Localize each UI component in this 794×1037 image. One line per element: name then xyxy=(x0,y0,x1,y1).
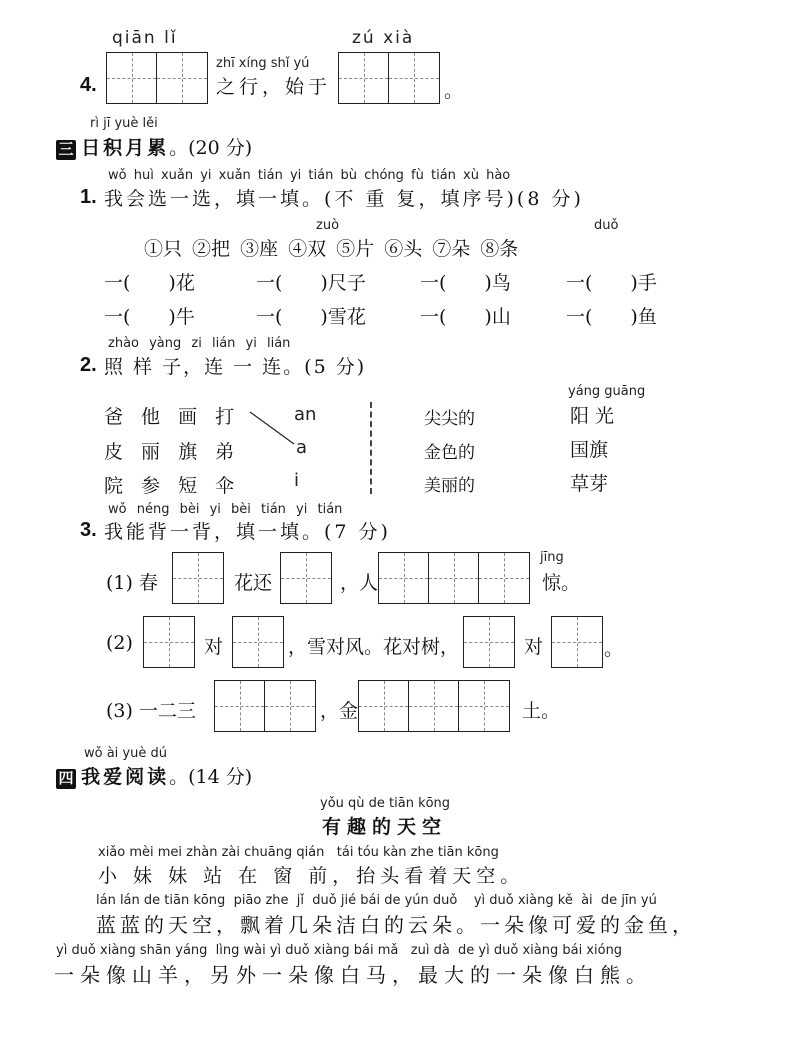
q3-text: 我能背一背，填一填。(7 分) xyxy=(104,521,391,543)
q3-line1-a: (1) 春 xyxy=(106,572,158,594)
q3-grid-3b[interactable] xyxy=(358,680,510,732)
q2-left-row1: 爸 他 画 打 xyxy=(104,406,241,428)
q3-line3-b: ，金 xyxy=(320,700,359,722)
q2-final-i: i xyxy=(294,470,300,491)
q1-row2-item1[interactable]: 一( )牛 xyxy=(104,306,195,328)
q1-text: 我会选一选，填一填。(不 重 复，填序号)(8 分) xyxy=(104,188,584,210)
q3-line1-b: 花还 xyxy=(234,572,273,594)
q3-line3-c: 土。 xyxy=(522,700,561,722)
q3-line2-b: 对 xyxy=(204,636,224,658)
q2-noun2: 国旗 xyxy=(570,439,609,461)
q3-grid-1a[interactable] xyxy=(172,552,224,604)
q3-number: 3. xyxy=(80,519,97,541)
section3-header xyxy=(56,133,252,160)
q2-final-a: a xyxy=(296,437,308,458)
story-line3: 一朵像山羊，另外一朵像白马，最大的一朵像白熊。 xyxy=(54,963,652,987)
story-line1: 小 妹 妹 站 在 窗 前，抬头看着天空。 xyxy=(98,865,525,887)
pinyin-qianli: qiān lǐ xyxy=(112,28,178,48)
q2-noun3: 草芽 xyxy=(570,473,609,495)
q2-adj3: 美丽的 xyxy=(424,476,475,496)
q3-line2-c: ，雪对风。花对树， xyxy=(288,636,460,658)
q2-noun1: 阳 光 xyxy=(570,405,615,427)
q3-grid-1b[interactable] xyxy=(280,552,332,604)
pinyin-zhixing: zhī xíng shǐ yú xyxy=(216,56,310,71)
story-title: 有趣的天空 xyxy=(322,816,448,838)
q1-row2-item4[interactable]: 一( )鱼 xyxy=(566,306,657,328)
q2-example-line xyxy=(248,408,298,448)
q1-number: 1. xyxy=(80,186,97,208)
q4-text: 之行，始于 xyxy=(216,76,332,98)
section4-header xyxy=(56,762,252,789)
story-title-pinyin: yǒu qù de tiān kōng xyxy=(320,796,451,811)
section4-pinyin: wǒ ài yuè dú xyxy=(84,746,167,761)
story-line1-pinyin: xiǎo mèi mei zhàn zài chuāng qián tái tóu kàn zhe tiān kōng xyxy=(98,845,499,860)
q1-row1-item2[interactable]: 一( )尺子 xyxy=(256,272,366,294)
q2-number: 2. xyxy=(80,354,97,376)
section3-pinyin: rì jī yuè lěi xyxy=(90,116,158,131)
story-line3-pinyin: yì duǒ xiàng shān yáng lìng wài yì duǒ xiàng bái mǎ zuì dà de yì duǒ xiàng bái xióng xyxy=(56,943,623,958)
q3-line2-a: (2) xyxy=(106,632,133,654)
q3-grid-1c[interactable] xyxy=(378,552,530,604)
section4-badge: 四 xyxy=(56,769,76,789)
q2-left-row2: 皮 丽 旗 弟 xyxy=(104,441,241,463)
q1-row1-item3[interactable]: 一( )鸟 xyxy=(420,272,511,294)
q3-grid-3a[interactable] xyxy=(214,680,316,732)
q2-left-row3: 院 参 短 伞 xyxy=(104,475,241,497)
q1-row2-item2[interactable]: 一( )雪花 xyxy=(256,306,366,328)
section3-badge: 三 xyxy=(56,140,76,160)
pinyin-yangguang: yáng guāng xyxy=(568,384,646,399)
q1-row1-item1[interactable]: 一( )花 xyxy=(104,272,195,294)
q1-options: ①只 ②把 ③座 ④双 ⑤片 ⑥头 ⑦朵 ⑧条 xyxy=(144,238,519,260)
answer-grid-qianli[interactable] xyxy=(106,52,208,104)
q1-row1-item4[interactable]: 一( )手 xyxy=(566,272,657,294)
q2-divider xyxy=(370,402,372,494)
q3-grid-2b[interactable] xyxy=(232,616,284,668)
q2-pinyin: zhào yàng zi lián yi lián xyxy=(108,336,291,351)
q3-grid-2d[interactable] xyxy=(551,616,603,668)
question-number: 4. xyxy=(80,74,97,96)
q1-row2-item3[interactable]: 一( )山 xyxy=(420,306,511,328)
q3-line3-a: (3) 一二三 xyxy=(106,700,196,722)
pinyin-jing: jīng xyxy=(540,550,564,565)
q2-final-an: an xyxy=(294,404,317,425)
pinyin-duo: duǒ xyxy=(594,218,619,233)
q2-text: 照 样 子，连 一 连。(5 分) xyxy=(104,356,367,378)
q3-line1-c: ，人 xyxy=(340,572,379,594)
section3-title: 日积月累 xyxy=(81,137,170,159)
section3-score: 。(20 分) xyxy=(169,137,253,159)
pinyin-zuo: zuò xyxy=(316,218,340,233)
section4-title: 我爱阅读 xyxy=(81,766,170,788)
section4-score: 。(14 分) xyxy=(169,766,253,788)
q3-line2-d: 对 xyxy=(524,636,544,658)
q4-end: 。 xyxy=(444,80,464,102)
story-line2-pinyin: lán lán de tiān kōng piāo zhe jǐ duǒ jié bái de yún duǒ yì duǒ xiàng kě ài de jīn yú xyxy=(96,893,657,908)
story-line2: 蓝蓝的天空，飘着几朵洁白的云朵。一朵像可爱的金鱼， xyxy=(96,913,696,937)
q3-grid-2a[interactable] xyxy=(143,616,195,668)
q3-line1-d: 惊。 xyxy=(542,572,581,594)
answer-grid-zuxia[interactable] xyxy=(338,52,440,104)
q2-adj2: 金色的 xyxy=(424,443,475,463)
q3-grid-2c[interactable] xyxy=(463,616,515,668)
q3-line2-e: 。 xyxy=(604,638,624,660)
pinyin-zuxia: zú xià xyxy=(352,28,415,48)
q1-pinyin: wǒ huì xuǎn yi xuǎn tián yi tián bù chóng fù tián xù hào xyxy=(108,168,511,183)
q2-adj1: 尖尖的 xyxy=(424,409,475,429)
q3-pinyin: wǒ néng bèi yi bèi tián yi tián xyxy=(108,502,343,517)
